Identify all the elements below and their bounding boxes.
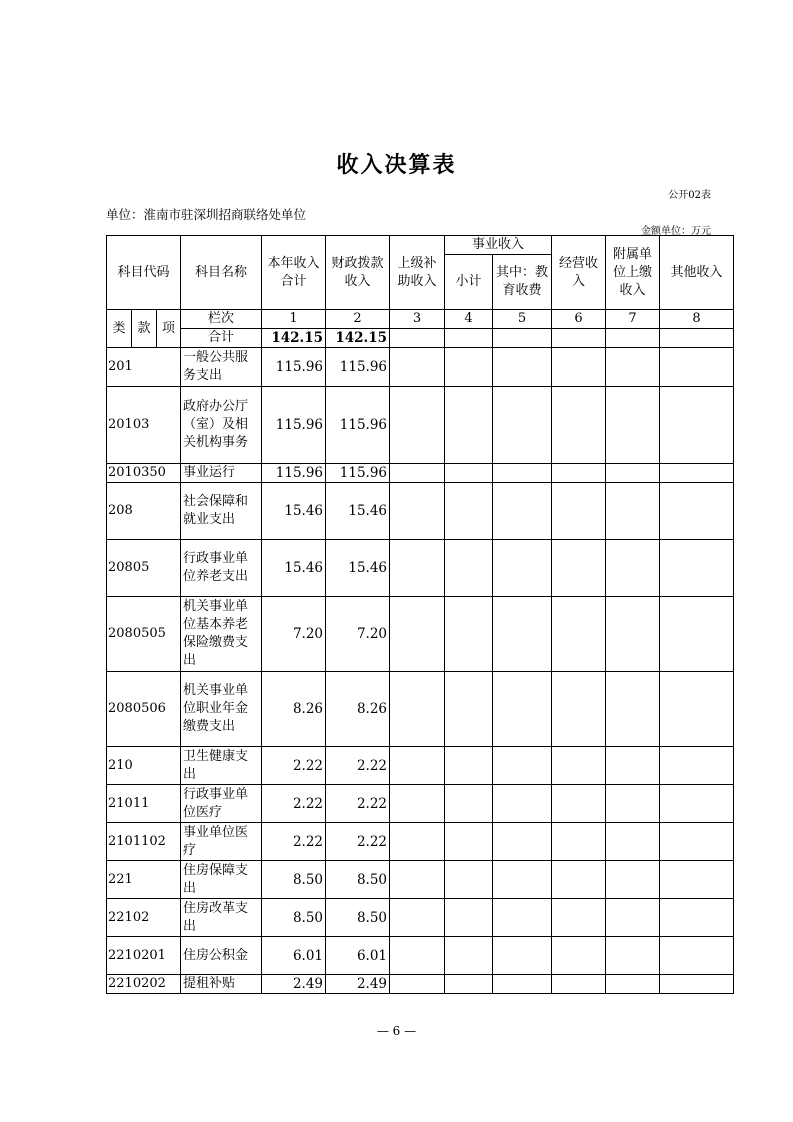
- empty-cell: [390, 937, 445, 975]
- empty-cell: [445, 597, 493, 672]
- empty-cell: [552, 483, 606, 540]
- header-kuan: 款: [132, 310, 157, 348]
- empty-cell: [606, 597, 660, 672]
- empty-cell: [390, 823, 445, 861]
- empty-cell: [606, 785, 660, 823]
- empty-cell: [552, 464, 606, 483]
- empty-cell: [606, 899, 660, 937]
- column-number: 4: [445, 310, 493, 329]
- empty-cell: [552, 747, 606, 785]
- table-row: [107, 937, 734, 975]
- table-row: [107, 597, 734, 672]
- fiscal-allocation-cell: 2.22: [326, 785, 390, 823]
- empty-cell: [552, 937, 606, 975]
- empty-cell: [606, 387, 660, 464]
- empty-cell: [445, 464, 493, 483]
- table-row: [107, 464, 734, 483]
- empty-cell: [606, 975, 660, 994]
- table-row: [107, 387, 734, 464]
- empty-cell: [493, 672, 552, 747]
- page-title: 收入决算表: [336, 152, 457, 178]
- subject-code-cell: 2010350: [107, 464, 181, 483]
- header-career-income: 事业收入: [445, 236, 552, 255]
- subject-code-cell: 2080506: [107, 672, 181, 747]
- subject-name-cell: 住房公积金: [181, 937, 262, 975]
- sum-fiscal-allocation: 142.15: [326, 329, 390, 348]
- subject-name-cell: 住房改革支出: [181, 899, 262, 937]
- empty-cell: [390, 387, 445, 464]
- subject-name-cell: 机关事业单位基本养老保险缴费支出: [181, 597, 262, 672]
- fiscal-allocation-cell: 8.26: [326, 672, 390, 747]
- subject-code-cell: 22102: [107, 899, 181, 937]
- empty-cell: [493, 747, 552, 785]
- table-row: [107, 823, 734, 861]
- empty-cell: [552, 597, 606, 672]
- total-income-cell: 2.22: [262, 823, 326, 861]
- subject-code-cell: 201: [107, 348, 181, 387]
- empty-cell: [445, 747, 493, 785]
- empty-cell: [660, 861, 734, 899]
- page-number: — 6 —: [376, 1024, 417, 1038]
- fiscal-allocation-cell: 2.22: [326, 747, 390, 785]
- empty-cell: [660, 899, 734, 937]
- empty-cell: [390, 540, 445, 597]
- empty-cell: [493, 937, 552, 975]
- empty-cell: [390, 597, 445, 672]
- header-operating-income: 经营收入: [552, 236, 606, 310]
- total-income-cell: 2.22: [262, 747, 326, 785]
- empty-cell: [493, 348, 552, 387]
- empty-cell: [390, 861, 445, 899]
- fiscal-allocation-cell: 115.96: [326, 464, 390, 483]
- header-superior-subsidy: 上级补助收入: [390, 236, 445, 310]
- subject-name-cell: 政府办公厅（室）及相关机构事务: [181, 387, 262, 464]
- empty-cell: [552, 785, 606, 823]
- subject-code-cell: 2101102: [107, 823, 181, 861]
- empty-cell: [390, 899, 445, 937]
- fiscal-allocation-cell: 115.96: [326, 387, 390, 464]
- empty-cell: [660, 672, 734, 747]
- empty-cell: [660, 747, 734, 785]
- empty-cell: [660, 540, 734, 597]
- subject-code-cell: 210: [107, 747, 181, 785]
- empty-cell: [660, 975, 734, 994]
- empty-cell: [660, 483, 734, 540]
- header-column-order: 栏次: [181, 310, 262, 329]
- header-fiscal-allocation: 财政拨款收入: [326, 236, 390, 310]
- empty-cell: [390, 785, 445, 823]
- fiscal-allocation-cell: 6.01: [326, 937, 390, 975]
- fiscal-allocation-cell: 8.50: [326, 899, 390, 937]
- empty-cell: [445, 861, 493, 899]
- column-number: 6: [552, 310, 606, 329]
- empty-cell: [606, 747, 660, 785]
- empty-cell: [606, 937, 660, 975]
- fiscal-allocation-cell: 7.20: [326, 597, 390, 672]
- header-lei: 类: [107, 310, 132, 348]
- empty-cell: [445, 540, 493, 597]
- empty-cell: [445, 348, 493, 387]
- empty-cell: [660, 823, 734, 861]
- income-table: [106, 235, 734, 994]
- reporting-unit: 单位：淮南市驻深圳招商联络处单位: [106, 207, 307, 222]
- subject-code-cell: 2210201: [107, 937, 181, 975]
- empty-cell: [445, 672, 493, 747]
- empty-cell: [390, 348, 445, 387]
- total-income-cell: 115.96: [262, 387, 326, 464]
- subject-code-cell: 2210202: [107, 975, 181, 994]
- empty-cell: [552, 387, 606, 464]
- header-xiang: 项: [157, 310, 181, 348]
- empty-cell: [660, 937, 734, 975]
- empty-cell: [445, 483, 493, 540]
- empty-cell: [445, 899, 493, 937]
- empty-cell: [390, 672, 445, 747]
- total-income-cell: 8.26: [262, 672, 326, 747]
- empty-cell: [552, 540, 606, 597]
- empty-cell: [606, 540, 660, 597]
- total-income-cell: 8.50: [262, 899, 326, 937]
- total-income-cell: 15.46: [262, 540, 326, 597]
- column-number: 5: [493, 310, 552, 329]
- empty-cell: [552, 672, 606, 747]
- empty-cell: [606, 464, 660, 483]
- subject-code-cell: 2080505: [107, 597, 181, 672]
- empty-cell: [606, 672, 660, 747]
- empty-cell: [660, 348, 734, 387]
- subject-name-cell: 社会保障和就业支出: [181, 483, 262, 540]
- empty-cell: [445, 975, 493, 994]
- form-number: 公开02表: [668, 190, 711, 201]
- header-other-income: 其他收入: [660, 236, 734, 310]
- total-income-cell: 15.46: [262, 483, 326, 540]
- empty-cell: [493, 785, 552, 823]
- total-income-cell: 8.50: [262, 861, 326, 899]
- empty-cell: [606, 823, 660, 861]
- empty-cell: [493, 899, 552, 937]
- empty-cell: [493, 464, 552, 483]
- subject-name-cell: 行政事业单位医疗: [181, 785, 262, 823]
- subject-code-cell: 221: [107, 861, 181, 899]
- column-number: 3: [390, 310, 445, 329]
- total-income-cell: 2.22: [262, 785, 326, 823]
- empty-cell: [390, 464, 445, 483]
- fiscal-allocation-cell: 2.22: [326, 823, 390, 861]
- total-income-cell: 2.49: [262, 975, 326, 994]
- header-education-fee: 其中：教育收费: [493, 255, 552, 310]
- empty-cell: [660, 785, 734, 823]
- header-subject-name: 科目名称: [181, 236, 262, 310]
- subject-code-cell: 208: [107, 483, 181, 540]
- column-number: 2: [326, 310, 390, 329]
- header-affiliated-income: 附属单位上缴收入: [606, 236, 660, 310]
- total-income-cell: 7.20: [262, 597, 326, 672]
- empty-cell: [445, 937, 493, 975]
- table-row: [107, 899, 734, 937]
- total-income-cell: 115.96: [262, 348, 326, 387]
- empty-cell: [493, 483, 552, 540]
- empty-cell: [552, 861, 606, 899]
- subject-name-cell: 机关事业单位职业年金缴费支出: [181, 672, 262, 747]
- fiscal-allocation-cell: 8.50: [326, 861, 390, 899]
- table-row: [107, 483, 734, 540]
- subject-name-cell: 住房保障支出: [181, 861, 262, 899]
- empty-cell: [390, 483, 445, 540]
- table-row: [107, 540, 734, 597]
- sum-total-income: 142.15: [262, 329, 326, 348]
- empty-cell: [493, 823, 552, 861]
- table-row: [107, 348, 734, 387]
- header-total-income: 本年收入合计: [262, 236, 326, 310]
- table-row: [107, 747, 734, 785]
- empty-cell: [606, 348, 660, 387]
- total-income-cell: 115.96: [262, 464, 326, 483]
- empty-cell: [493, 861, 552, 899]
- empty-cell: [660, 597, 734, 672]
- currency-unit: 金额单位：万元: [641, 226, 711, 237]
- fiscal-allocation-cell: 15.46: [326, 540, 390, 597]
- table-row: [107, 861, 734, 899]
- table-row: [107, 785, 734, 823]
- subject-name-cell: 事业运行: [181, 464, 262, 483]
- empty-cell: [606, 483, 660, 540]
- column-number: 8: [660, 310, 734, 329]
- empty-cell: [552, 899, 606, 937]
- empty-cell: [493, 597, 552, 672]
- empty-cell: [552, 975, 606, 994]
- subject-name-cell: 行政事业单位养老支出: [181, 540, 262, 597]
- subject-code-cell: 20103: [107, 387, 181, 464]
- fiscal-allocation-cell: 115.96: [326, 348, 390, 387]
- fiscal-allocation-cell: 2.49: [326, 975, 390, 994]
- subject-name-cell: 事业单位医疗: [181, 823, 262, 861]
- sum-label: 合计: [181, 329, 262, 348]
- empty-cell: [445, 823, 493, 861]
- subject-name-cell: 一般公共服务支出: [181, 348, 262, 387]
- header-subject-code: 科目代码: [107, 236, 181, 310]
- header-career-subtotal: 小计: [445, 255, 493, 310]
- empty-cell: [493, 975, 552, 994]
- table-row: [107, 672, 734, 747]
- fiscal-allocation-cell: 15.46: [326, 483, 390, 540]
- empty-cell: [493, 540, 552, 597]
- subject-name-cell: 提租补贴: [181, 975, 262, 994]
- empty-cell: [390, 975, 445, 994]
- column-number: 1: [262, 310, 326, 329]
- empty-cell: [552, 823, 606, 861]
- empty-cell: [390, 747, 445, 785]
- empty-cell: [445, 785, 493, 823]
- subject-name-cell: 卫生健康支出: [181, 747, 262, 785]
- empty-cell: [606, 861, 660, 899]
- empty-cell: [660, 387, 734, 464]
- column-number: 7: [606, 310, 660, 329]
- empty-cell: [552, 348, 606, 387]
- subject-code-cell: 21011: [107, 785, 181, 823]
- table-row: [107, 975, 734, 994]
- empty-cell: [493, 387, 552, 464]
- total-income-cell: 6.01: [262, 937, 326, 975]
- empty-cell: [660, 464, 734, 483]
- empty-cell: [445, 387, 493, 464]
- subject-code-cell: 20805: [107, 540, 181, 597]
